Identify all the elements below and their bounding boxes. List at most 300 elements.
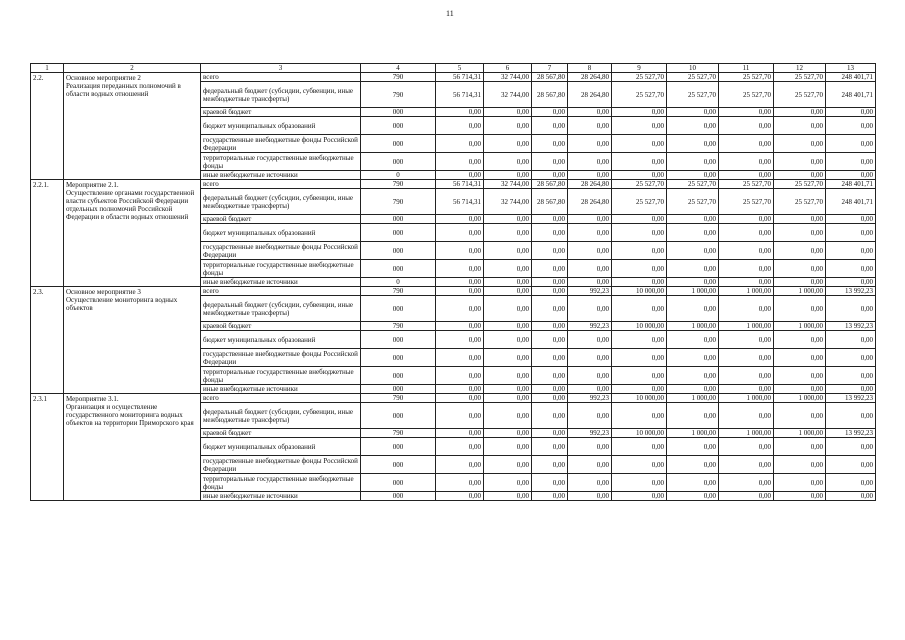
code-cell: 000 [361,296,436,322]
amount-cell: 0,00 [612,242,667,260]
amount-cell: 0,00 [532,153,568,171]
code-cell: 000 [361,438,436,456]
amount-cell: 0,00 [719,385,774,394]
amount-cell: 0,00 [484,242,532,260]
amount-cell: 0,00 [568,108,612,117]
amount-cell: 0,00 [568,349,612,367]
amount-cell: 0,00 [436,474,484,492]
amount-cell: 28 264,80 [568,189,612,215]
amount-cell: 0,00 [719,135,774,153]
amount-cell: 0,00 [719,278,774,287]
code-cell: 790 [361,429,436,438]
amount-cell: 25 527,70 [612,189,667,215]
amount-cell: 0,00 [532,367,568,385]
amount-cell: 0,00 [774,331,826,349]
table-row [31,73,876,82]
code-cell: 790 [361,180,436,189]
amount-cell: 0,00 [774,403,826,429]
amount-cell: 56 714,31 [436,73,484,82]
amount-cell: 0,00 [484,438,532,456]
section-title: Основное мероприятие 3 Осуществление мониторинга водных объектов [64,287,201,394]
amount-cell: 0,00 [612,456,667,474]
amount-cell: 0,00 [532,492,568,501]
amount-cell: 0,00 [774,456,826,474]
funding-source: иные внебюджетные источники [201,278,361,287]
amount-cell: 25 527,70 [667,82,719,108]
amount-cell: 0,00 [612,296,667,322]
table-row [31,394,876,403]
code-cell: 000 [361,108,436,117]
amount-cell: 0,00 [436,385,484,394]
amount-cell: 0,00 [774,260,826,278]
amount-cell: 0,00 [719,438,774,456]
amount-cell: 0,00 [436,171,484,180]
amount-cell: 0,00 [568,215,612,224]
amount-cell: 0,00 [774,108,826,117]
funding-source: бюджет муниципальных образований [201,117,361,135]
amount-cell: 0,00 [436,403,484,429]
amount-cell: 0,00 [719,171,774,180]
funding-source: территориальные государственные внебюджетные фонды [201,367,361,385]
amount-cell: 10 000,00 [612,394,667,403]
amount-cell: 248 401,71 [826,73,876,82]
header-cell: 3 [201,64,361,73]
header-cell: 1 [31,64,64,73]
amount-cell: 13 992,23 [826,322,876,331]
amount-cell: 0,00 [532,438,568,456]
amount-cell: 0,00 [532,171,568,180]
amount-cell: 0,00 [568,331,612,349]
amount-cell: 0,00 [436,438,484,456]
amount-cell: 0,00 [436,278,484,287]
amount-cell: 0,00 [484,474,532,492]
amount-cell: 0,00 [719,331,774,349]
amount-cell: 0,00 [532,242,568,260]
code-cell: 000 [361,153,436,171]
amount-cell: 0,00 [774,117,826,135]
code-cell: 790 [361,394,436,403]
funding-source: государственные внебюджетные фонды Российской Федерации [201,242,361,260]
funding-source: всего [201,180,361,189]
amount-cell: 0,00 [436,224,484,242]
header-cell: 10 [667,64,719,73]
amount-cell: 0,00 [826,331,876,349]
amount-cell: 0,00 [436,287,484,296]
amount-cell: 1 000,00 [774,394,826,403]
amount-cell: 0,00 [719,215,774,224]
amount-cell: 0,00 [484,135,532,153]
amount-cell: 0,00 [568,456,612,474]
table-row [31,180,876,189]
amount-cell: 1 000,00 [774,429,826,438]
amount-cell: 0,00 [774,492,826,501]
funding-source: бюджет муниципальных образований [201,331,361,349]
amount-cell: 0,00 [719,492,774,501]
amount-cell: 0,00 [612,117,667,135]
amount-cell: 0,00 [612,438,667,456]
amount-cell: 0,00 [719,108,774,117]
amount-cell: 1 000,00 [719,287,774,296]
amount-cell: 0,00 [667,331,719,349]
amount-cell: 0,00 [826,278,876,287]
amount-cell: 0,00 [436,492,484,501]
funding-source: краевой бюджет [201,108,361,117]
amount-cell: 0,00 [826,224,876,242]
funding-source: всего [201,394,361,403]
funding-source: государственные внебюджетные фонды Российской Федерации [201,456,361,474]
amount-cell: 248 401,71 [826,189,876,215]
code-cell: 000 [361,349,436,367]
amount-cell: 0,00 [667,215,719,224]
page-number: 11 [446,9,454,18]
amount-cell: 25 527,70 [612,180,667,189]
amount-cell: 25 527,70 [612,73,667,82]
amount-cell: 1 000,00 [667,287,719,296]
amount-cell: 25 527,70 [667,73,719,82]
funding-source: иные внебюджетные источники [201,492,361,501]
amount-cell: 0,00 [774,296,826,322]
table-row [31,287,876,296]
amount-cell: 0,00 [484,260,532,278]
amount-cell: 0,00 [568,296,612,322]
amount-cell: 13 992,23 [826,394,876,403]
header-cell: 13 [826,64,876,73]
amount-cell: 0,00 [532,474,568,492]
amount-cell: 0,00 [436,331,484,349]
section-number: 2.3. [31,287,64,394]
amount-cell: 0,00 [612,492,667,501]
amount-cell: 0,00 [568,242,612,260]
amount-cell: 0,00 [667,474,719,492]
amount-cell: 0,00 [484,224,532,242]
amount-cell: 0,00 [667,108,719,117]
amount-cell: 1 000,00 [667,429,719,438]
amount-cell: 0,00 [532,429,568,438]
amount-cell: 0,00 [719,456,774,474]
amount-cell: 0,00 [436,135,484,153]
amount-cell: 0,00 [667,117,719,135]
amount-cell: 25 527,70 [774,73,826,82]
amount-cell: 0,00 [436,108,484,117]
amount-cell: 0,00 [568,117,612,135]
amount-cell: 0,00 [532,385,568,394]
amount-cell: 0,00 [612,171,667,180]
code-cell: 000 [361,456,436,474]
amount-cell: 56 714,31 [436,82,484,108]
amount-cell: 0,00 [532,260,568,278]
amount-cell: 0,00 [612,367,667,385]
amount-cell: 0,00 [719,224,774,242]
header-cell: 6 [484,64,532,73]
amount-cell: 0,00 [667,278,719,287]
amount-cell: 0,00 [436,117,484,135]
code-cell: 000 [361,367,436,385]
amount-cell: 0,00 [436,456,484,474]
amount-cell: 0,00 [612,224,667,242]
funding-source: федеральный бюджет (субсидии, субвенции, иные межбюджетные трансферты) [201,403,361,429]
amount-cell: 0,00 [532,331,568,349]
amount-cell: 1 000,00 [719,394,774,403]
funding-source: краевой бюджет [201,322,361,331]
amount-cell: 0,00 [719,117,774,135]
amount-cell: 25 527,70 [774,180,826,189]
amount-cell: 0,00 [436,153,484,171]
amount-cell: 0,00 [612,153,667,171]
amount-cell: 0,00 [568,135,612,153]
amount-cell: 28 567,80 [532,82,568,108]
amount-cell: 0,00 [774,224,826,242]
amount-cell: 0,00 [719,474,774,492]
amount-cell: 0,00 [826,296,876,322]
amount-cell: 0,00 [612,474,667,492]
amount-cell: 0,00 [532,296,568,322]
amount-cell: 0,00 [532,135,568,153]
amount-cell: 0,00 [667,349,719,367]
amount-cell: 0,00 [484,367,532,385]
amount-cell: 992,23 [568,322,612,331]
header-cell: 7 [532,64,568,73]
code-cell: 000 [361,385,436,394]
amount-cell: 0,00 [667,296,719,322]
header-row [31,64,876,73]
amount-cell: 0,00 [774,385,826,394]
amount-cell: 13 992,23 [826,429,876,438]
amount-cell: 0,00 [484,349,532,367]
amount-cell: 0,00 [568,492,612,501]
amount-cell: 0,00 [774,278,826,287]
amount-cell: 0,00 [826,135,876,153]
amount-cell: 0,00 [568,278,612,287]
amount-cell: 0,00 [568,385,612,394]
amount-cell: 0,00 [826,108,876,117]
amount-cell: 28 567,80 [532,189,568,215]
amount-cell: 0,00 [436,322,484,331]
amount-cell: 992,23 [568,287,612,296]
funding-source: краевой бюджет [201,215,361,224]
amount-cell: 0,00 [774,171,826,180]
amount-cell: 0,00 [484,117,532,135]
code-cell: 0 [361,278,436,287]
amount-cell: 1 000,00 [667,394,719,403]
amount-cell: 0,00 [612,108,667,117]
amount-cell: 0,00 [568,403,612,429]
amount-cell: 0,00 [436,349,484,367]
amount-cell: 248 401,71 [826,82,876,108]
amount-cell: 0,00 [667,456,719,474]
amount-cell: 25 527,70 [774,189,826,215]
amount-cell: 0,00 [484,171,532,180]
amount-cell: 0,00 [612,215,667,224]
amount-cell: 25 527,70 [719,189,774,215]
amount-cell: 25 527,70 [719,180,774,189]
amount-cell: 0,00 [568,367,612,385]
amount-cell: 0,00 [484,108,532,117]
amount-cell: 0,00 [826,474,876,492]
amount-cell: 10 000,00 [612,322,667,331]
funding-source: бюджет муниципальных образований [201,224,361,242]
funding-source: краевой бюджет [201,429,361,438]
budget-table [30,63,876,501]
amount-cell: 0,00 [484,403,532,429]
amount-cell: 0,00 [532,394,568,403]
funding-source: государственные внебюджетные фонды Российской Федерации [201,135,361,153]
amount-cell: 56 714,31 [436,180,484,189]
amount-cell: 0,00 [826,349,876,367]
amount-cell: 0,00 [532,215,568,224]
funding-source: всего [201,287,361,296]
funding-source: государственные внебюджетные фонды Российской Федерации [201,349,361,367]
amount-cell: 0,00 [568,171,612,180]
amount-cell: 0,00 [826,215,876,224]
amount-cell: 0,00 [667,492,719,501]
amount-cell: 25 527,70 [612,82,667,108]
header-cell: 9 [612,64,667,73]
amount-cell: 0,00 [484,456,532,474]
code-cell: 000 [361,135,436,153]
code-cell: 000 [361,403,436,429]
amount-cell: 32 744,00 [484,189,532,215]
section-title: Мероприятие 3.1. Организация и осуществление государственного мониторинга водных объектов на территории Приморского края [64,394,201,501]
amount-cell: 0,00 [774,349,826,367]
amount-cell: 0,00 [532,403,568,429]
amount-cell: 1 000,00 [719,322,774,331]
amount-cell: 0,00 [826,242,876,260]
amount-cell: 0,00 [484,331,532,349]
amount-cell: 992,23 [568,429,612,438]
section-title: Мероприятие 2.1. Осуществление органами государственной власти субъектов Российской Федерации отдельных полномочий Российской Федерации в области водных отношений [64,180,201,287]
amount-cell: 0,00 [774,242,826,260]
amount-cell: 0,00 [826,117,876,135]
section-number: 2.2. [31,73,64,180]
amount-cell: 0,00 [719,242,774,260]
amount-cell: 0,00 [568,260,612,278]
amount-cell: 0,00 [484,153,532,171]
amount-cell: 0,00 [484,322,532,331]
amount-cell: 0,00 [484,394,532,403]
amount-cell: 248 401,71 [826,180,876,189]
amount-cell: 0,00 [667,242,719,260]
amount-cell: 0,00 [774,215,826,224]
amount-cell: 56 714,31 [436,189,484,215]
amount-cell: 0,00 [532,287,568,296]
amount-cell: 0,00 [568,224,612,242]
code-cell: 790 [361,73,436,82]
amount-cell: 0,00 [532,117,568,135]
amount-cell: 0,00 [826,492,876,501]
amount-cell: 0,00 [612,349,667,367]
amount-cell: 0,00 [484,215,532,224]
amount-cell: 0,00 [612,385,667,394]
amount-cell: 0,00 [774,474,826,492]
amount-cell: 0,00 [774,367,826,385]
code-cell: 790 [361,189,436,215]
amount-cell: 0,00 [667,224,719,242]
amount-cell: 28 567,80 [532,73,568,82]
funding-source: территориальные государственные внебюджетные фонды [201,153,361,171]
amount-cell: 0,00 [484,287,532,296]
header-cell: 4 [361,64,436,73]
amount-cell: 25 527,70 [774,82,826,108]
amount-cell: 1 000,00 [719,429,774,438]
amount-cell: 0,00 [667,367,719,385]
amount-cell: 13 992,23 [826,287,876,296]
amount-cell: 0,00 [436,394,484,403]
amount-cell: 0,00 [719,260,774,278]
amount-cell: 0,00 [719,153,774,171]
amount-cell: 0,00 [436,429,484,438]
amount-cell: 25 527,70 [667,189,719,215]
amount-cell: 0,00 [667,171,719,180]
amount-cell: 0,00 [436,296,484,322]
header-cell: 8 [568,64,612,73]
code-cell: 000 [361,224,436,242]
amount-cell: 0,00 [667,153,719,171]
amount-cell: 0,00 [719,403,774,429]
amount-cell: 28 567,80 [532,180,568,189]
amount-cell: 0,00 [568,474,612,492]
code-cell: 000 [361,474,436,492]
amount-cell: 0,00 [826,456,876,474]
amount-cell: 0,00 [612,260,667,278]
funding-source: территориальные государственные внебюджетные фонды [201,260,361,278]
amount-cell: 0,00 [612,135,667,153]
funding-source: бюджет муниципальных образований [201,438,361,456]
amount-cell: 1 000,00 [774,287,826,296]
amount-cell: 0,00 [826,403,876,429]
code-cell: 000 [361,331,436,349]
amount-cell: 0,00 [774,153,826,171]
amount-cell: 1 000,00 [667,322,719,331]
amount-cell: 0,00 [719,296,774,322]
amount-cell: 28 264,80 [568,82,612,108]
funding-source: федеральный бюджет (субсидии, субвенции, иные межбюджетные трансферты) [201,296,361,322]
header-cell: 5 [436,64,484,73]
amount-cell: 0,00 [436,242,484,260]
code-cell: 000 [361,117,436,135]
code-cell: 790 [361,322,436,331]
amount-cell: 28 264,80 [568,180,612,189]
code-cell: 790 [361,287,436,296]
amount-cell: 0,00 [484,429,532,438]
funding-source: федеральный бюджет (субсидии, субвенции, иные межбюджетные трансферты) [201,189,361,215]
header-cell: 12 [774,64,826,73]
code-cell: 000 [361,242,436,260]
section-number: 2.3.1 [31,394,64,501]
amount-cell: 0,00 [774,438,826,456]
amount-cell: 10 000,00 [612,287,667,296]
amount-cell: 10 000,00 [612,429,667,438]
funding-source: всего [201,73,361,82]
amount-cell: 0,00 [667,385,719,394]
amount-cell: 0,00 [826,171,876,180]
amount-cell: 32 744,00 [484,82,532,108]
amount-cell: 0,00 [532,224,568,242]
amount-cell: 0,00 [484,296,532,322]
amount-cell: 32 744,00 [484,73,532,82]
amount-cell: 0,00 [612,403,667,429]
amount-cell: 0,00 [667,260,719,278]
section-number: 2.2.1. [31,180,64,287]
funding-source: иные внебюджетные источники [201,385,361,394]
funding-source: территориальные государственные внебюджетные фонды [201,474,361,492]
amount-cell: 25 527,70 [719,82,774,108]
amount-cell: 0,00 [826,438,876,456]
funding-source: иные внебюджетные источники [201,171,361,180]
amount-cell: 0,00 [667,438,719,456]
amount-cell: 0,00 [826,153,876,171]
amount-cell: 0,00 [719,367,774,385]
amount-cell: 0,00 [719,349,774,367]
